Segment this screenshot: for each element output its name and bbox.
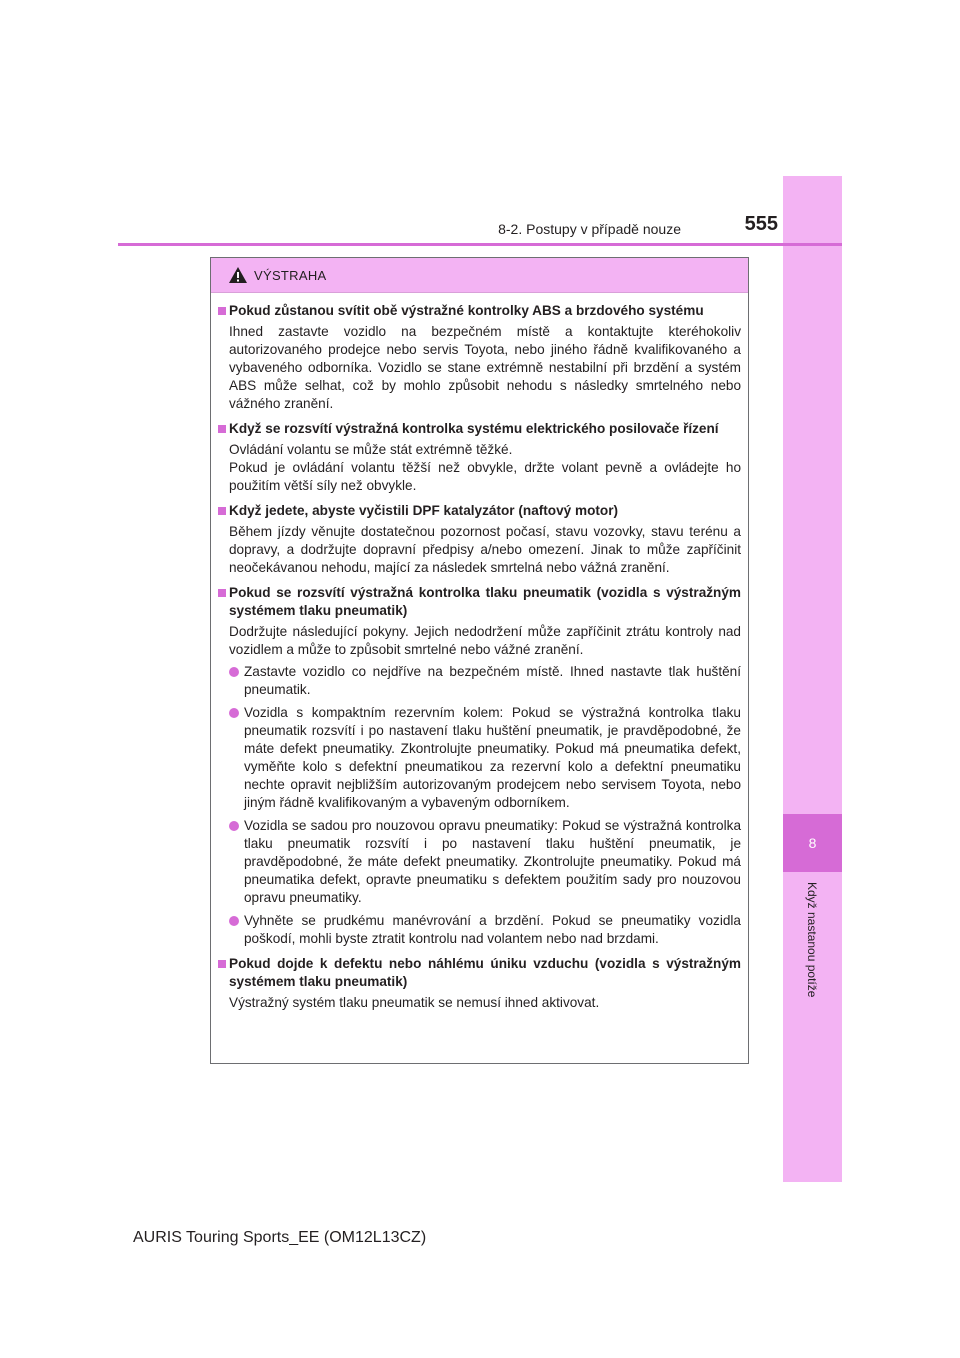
warning-box bbox=[210, 257, 749, 1064]
chapter-number: 8 bbox=[808, 835, 817, 851]
bullet-item: Vozidla se sadou pro nouzovou opravu pneumatiky: Pokud se výstražná kontrolka tlaku pneumatik rozsvítí i po nastavení tlaku huštění pneumatik, je pravděpodobné, že máte defekt pneumatiky. Zkontrolujte pneumatiky. Pokud má pneumatika defekt, opravte pneumatiku s defektem použitím sady pro nouzovou opravu pneumatiky. bbox=[229, 817, 741, 907]
warning-item-text: Ovládání volantu se může stát extrémně těžké. Pokud je ovládání volantu těžší než obvykle, držte volant pevně a ovládejte ho použitím větší síly než obvykle. bbox=[229, 442, 741, 493]
bullet-item: Vozidla s kompaktním rezervním kolem: Pokud se výstražná kontrolka tlaku pneumatik rozsvítí i po nastavení tlaku huštění pneumatik, je pravděpodobné, že máte defekt pneumatiky. Zkontrolujte pneumatiky. Pokud má pneumatika defekt, vyměňte kolo s defektní pneumatikou za rezervní kolo a defektní pneumatiku nechte opravit nejbližším autorizovaným prodejcem nebo servisem Toyota, nebo jiným řádně kvalifikovaným a vybaveným odborníkem. bbox=[229, 704, 741, 812]
warning-item bbox=[218, 584, 741, 948]
warning-title: VÝSTRAHA bbox=[254, 267, 327, 283]
bullet-list bbox=[218, 663, 741, 948]
warning-header bbox=[211, 258, 748, 293]
warning-item-text: Ihned zastavte vozidlo na bezpečném místě a kontaktujte kteréhokoliv autorizovaného prodejce nebo servis Toyota, nebo jiného řádně kvalifikovaného a vybaveného odborníka. Vozidlo se stane extrémně nestabilní při brzdění a systém ABS může selhat, což by mohlo způsobit nehodu s následky smrtelného nebo vážného zranění. bbox=[229, 324, 741, 411]
chapter-label-tab[interactable] bbox=[784, 882, 840, 1022]
warning-item bbox=[218, 955, 741, 1012]
warning-item bbox=[218, 420, 741, 495]
bullet-item: Vyhněte se prudkému manévrování a brzdění. Pokud se pneumatiky vozidla poškodí, mohli byste ztratit kontrolu nad volantem nebo nad brzdami. bbox=[229, 912, 741, 948]
footer-model: AURIS Touring Sports_EE (OM12L13CZ) bbox=[133, 1229, 427, 1246]
chapter-number-tab[interactable] bbox=[783, 814, 842, 872]
warning-item-heading: Když se rozsvítí výstražná kontrolka systému elektrického posilovače řízení bbox=[218, 420, 741, 438]
warning-triangle-icon bbox=[228, 266, 248, 284]
warning-item-heading: Když jedete, abyste vyčistili DPF katalyzátor (naftový motor) bbox=[218, 502, 741, 520]
warning-item-heading: Pokud se rozsvítí výstražná kontrolka tlaku pneumatik (vozidla s výstražným systémem tlaku pneumatik) bbox=[218, 584, 741, 620]
warning-item-heading: Pokud zůstanou svítit obě výstražné kontrolky ABS a brzdového systému bbox=[218, 302, 741, 320]
bullet-item: Zastavte vozidlo co nejdříve na bezpečném místě. Ihned nastavte tlak huštění pneumatik. bbox=[229, 663, 741, 699]
chapter-label: Když nastanou potíže bbox=[805, 882, 819, 998]
warning-item-text: Výstražný systém tlaku pneumatik se nemusí ihned aktivovat. bbox=[229, 995, 600, 1010]
warning-item-text: Během jízdy věnujte dostatečnou pozornost počasí, stavu vozovky, stavu terénu a dopravy, a dodržujte dopravní předpisy a/nebo omezení. Jinak to může zapříčinit neočekávanou nehodu, mající za následek smrtelná nebo vážná zranění. bbox=[229, 524, 741, 575]
section-title: 8-2. Postupy v případě nouze bbox=[498, 221, 681, 237]
warning-body bbox=[211, 293, 748, 1012]
side-tab bbox=[783, 176, 842, 1182]
page-number: 555 bbox=[744, 213, 778, 235]
warning-item-heading: Pokud dojde k defektu nebo náhlému úniku vzduchu (vozidla s výstražným systémem tlaku pneumatik) bbox=[218, 955, 741, 991]
warning-item-text: Dodržujte následující pokyny. Jejich nedodržení může zapříčinit ztrátu kontroly nad vozidlem a může to způsobit smrtelné nebo vážné zranění. bbox=[229, 624, 741, 657]
warning-item bbox=[218, 302, 741, 413]
header-divider bbox=[118, 243, 842, 246]
warning-item bbox=[218, 502, 741, 577]
